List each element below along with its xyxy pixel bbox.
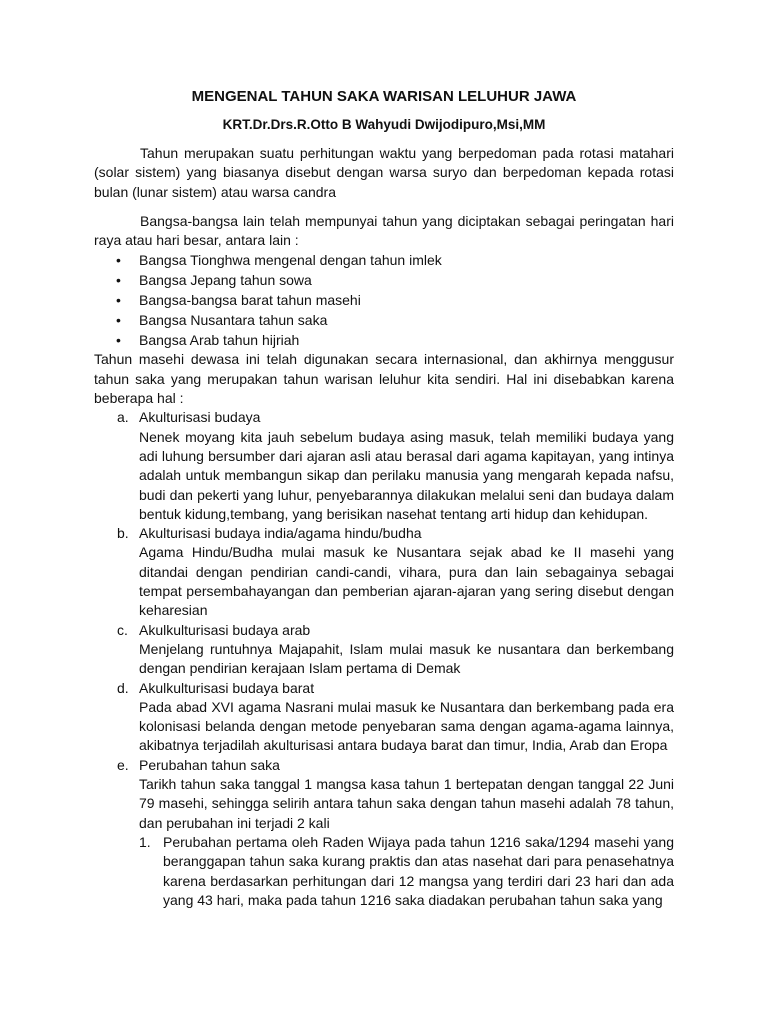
- document-author: KRT.Dr.Drs.R.Otto B Wahyudi Dwijodipuro,Msi,MM: [222, 117, 546, 132]
- list-item: [94, 250, 674, 270]
- item-body: Nenek moyang kita jauh sebelum budaya asing masuk, telah memiliki budaya yang adi luhung bersumber dari ajaran asli atau berasal dari agama kapitayan, yang intinya adalah untuk membangun sikap dan perilaku manusia yang mengarah kepada nafsu, budi dan pekerti yang luhur, penyebarannya dilakukan melalui seni dan budaya dalam bentuk kidung,tembang, yang berisikan nasehat tentang arti hidup dan kehidupan.: [139, 428, 674, 522]
- reason-item: [94, 679, 674, 756]
- item-heading: Akulturisasi budaya: [139, 409, 261, 426]
- item-heading: Perubahan tahun saka: [139, 756, 280, 773]
- item-marker: c.: [117, 621, 128, 638]
- document-title: MENGENAL TAHUN SAKA WARISAN LELUHUR JAWA: [191, 88, 577, 105]
- nations-list: [94, 250, 674, 350]
- list-item-text: Bangsa-bangsa barat tahun masehi: [139, 292, 361, 309]
- item-marker: e.: [117, 756, 129, 773]
- item-body: Menjelang runtuhnya Majapahit, Islam mulai masuk ke nusantara dan berkembang dengan pendirian kerajaan Islam pertama di Demak: [139, 640, 674, 677]
- item-heading: Akulkulturisasi budaya barat: [139, 679, 315, 696]
- item-heading: Akulkulturisasi budaya arab: [139, 621, 311, 638]
- paragraph-reasons: Tahun masehi dewasa ini telah digunakan secara internasional, dan akhirnya menggusur tahun saka yang merupakan tahun warisan leluhur kita sendiri. Hal ini disebabkan karena beberapa hal :: [94, 351, 674, 407]
- list-item: [94, 290, 674, 310]
- item-body: Agama Hindu/Budha mulai masuk ke Nusantara sejak abad ke II masehi yang ditandai dengan pendirian candi-candi, vihara, pura dan lain sebagainya sebagai tempat persembahayangan dan pemberian ajaran-ajaran yang sering disebut dengan keharesian: [139, 544, 674, 619]
- list-item: [94, 270, 674, 290]
- paragraph-nations: Bangsa-bangsa lain telah mempunyai tahun yang diciptakan sebagai peringatan hari raya atau hari besar, antara lain :: [94, 212, 674, 249]
- item-heading: Akulturisasi budaya india/agama hindu/budha: [139, 525, 422, 542]
- reason-item: [94, 621, 674, 679]
- item-body: Pada abad XVI agama Nasrani mulai masuk ke Nusantara dan berkembang pada era kolonisasi belanda dengan metode penyebaran sama dengan agama-agama lainnya, akibatnya terjadilah akulturisasi antara budaya barat dan timur, India, Arab dan Eropa: [139, 698, 674, 754]
- list-item-text: Bangsa Tionghwa mengenal dengan tahun imlek: [139, 252, 442, 269]
- reason-item: [94, 756, 674, 910]
- bullet-icon: •: [116, 312, 121, 329]
- subitem-marker: 1.: [139, 833, 151, 850]
- bullet-icon: •: [116, 332, 121, 349]
- list-item-text: Bangsa Nusantara tahun saka: [139, 312, 328, 329]
- list-item-text: Bangsa Jepang tahun sowa: [139, 272, 312, 289]
- item-marker: a.: [117, 409, 129, 426]
- item-marker: d.: [117, 679, 129, 696]
- list-item: [94, 310, 674, 330]
- subitem-text: Perubahan pertama oleh Raden Wijaya pada tahun 1216 saka/1294 masehi yang beranggapan tahun saka kurang praktis dan atas nasehat dari para penasehatnya karena berdasarkan perhitungan dari 12 mangsa yang terdiri dari 23 hari dan ada yang 43 hari, maka pada tahun 1216 saka diadakan perubahan tahun saka yang: [163, 833, 674, 908]
- change-item: [139, 833, 674, 910]
- list-item: [94, 330, 674, 350]
- reasons-list: [94, 408, 674, 910]
- reason-item: [94, 408, 674, 524]
- list-item-text: Bangsa Arab tahun hijriah: [139, 332, 300, 349]
- paragraph-intro: Tahun merupakan suatu perhitungan waktu yang berpedoman pada rotasi matahari (solar sistem) yang biasanya disebut dengan warsa suryo dan berpedoman kepada rotasi bulan (lunar sistem) atau warsa candra: [94, 145, 674, 200]
- item-body: Tarikh tahun saka tanggal 1 mangsa kasa tahun 1 bertepatan dengan tanggal 22 Juni 79 masehi, sehingga selirih antara tahun saka dengan tahun masehi adalah 78 tahun, dan perubahan ini terjadi 2 kali: [139, 776, 674, 831]
- change-list: [139, 833, 674, 910]
- bullet-icon: •: [116, 272, 121, 289]
- item-marker: b.: [117, 525, 129, 542]
- bullet-icon: •: [116, 252, 121, 269]
- reason-item: [94, 524, 674, 620]
- bullet-icon: •: [116, 292, 121, 309]
